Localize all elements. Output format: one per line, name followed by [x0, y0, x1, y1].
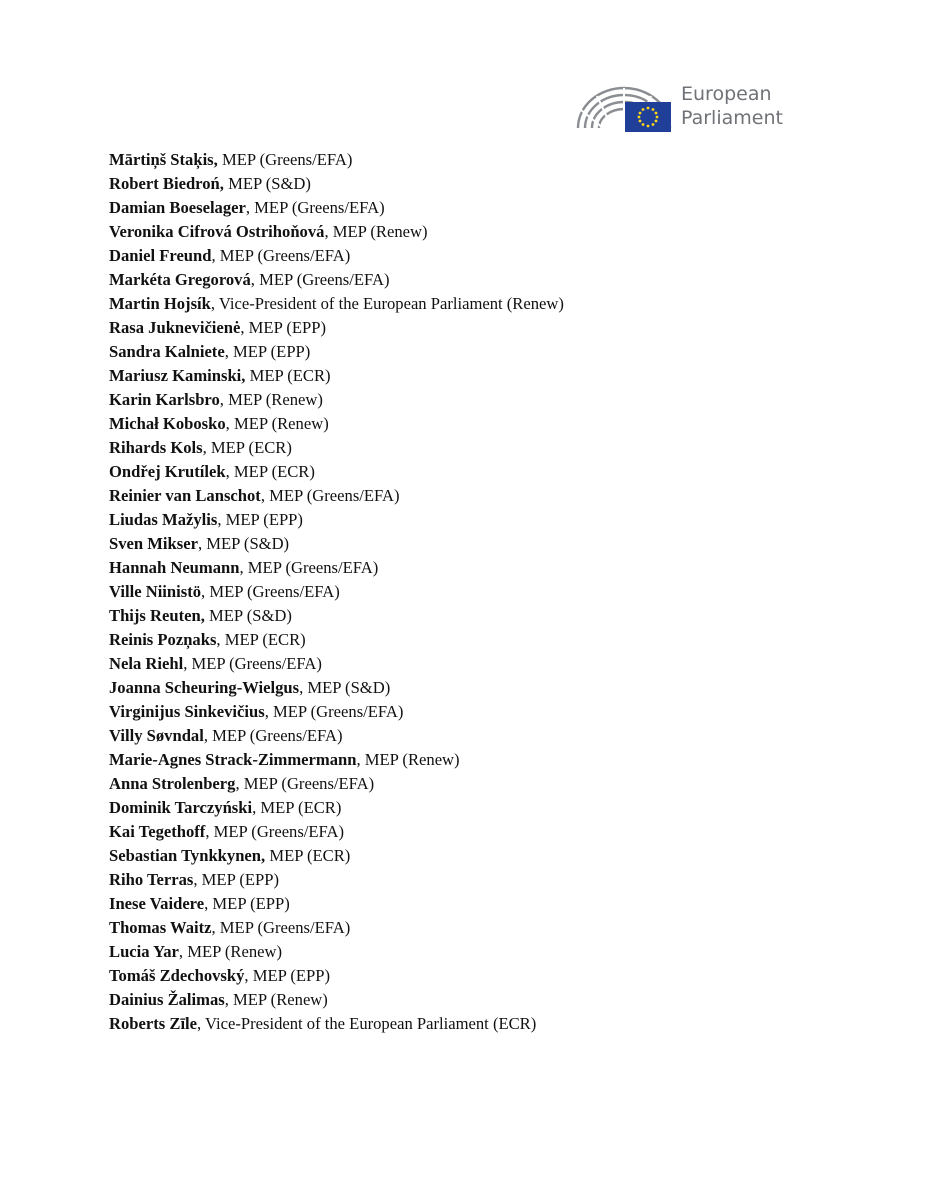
member-name: Marie-Agnes Strack-Zimmermann	[109, 750, 357, 769]
member-name: Riho Terras	[109, 870, 194, 889]
logo-wordmark	[681, 82, 783, 130]
member-name: Karin Karlsbro	[109, 390, 220, 409]
member-role: , MEP (Greens/EFA)	[211, 918, 351, 937]
list-item	[109, 1012, 564, 1036]
member-role: , MEP (Renew)	[224, 990, 328, 1009]
list-item	[109, 868, 564, 892]
member-role: , MEP (EPP)	[240, 318, 326, 337]
member-name: Sebastian Tynkkynen,	[109, 846, 266, 865]
list-item	[109, 892, 564, 916]
european-parliament-logo	[575, 80, 815, 136]
member-role: , MEP (EPP)	[224, 342, 311, 361]
member-name: Kai Tegethoff	[109, 822, 206, 841]
member-name: Sven Mikser	[109, 534, 198, 553]
member-role: , MEP (S&D)	[197, 534, 290, 553]
list-item	[109, 484, 564, 508]
member-role: , MEP (Greens/EFA)	[250, 270, 390, 289]
member-name: Roberts Zīle	[109, 1014, 198, 1033]
member-role: , MEP (Renew)	[219, 390, 323, 409]
member-name: Sandra Kalniete	[109, 342, 225, 361]
list-item	[109, 316, 564, 340]
list-item	[109, 364, 564, 388]
member-role: MEP (Greens/EFA)	[217, 150, 353, 169]
member-role: , MEP (Greens/EFA)	[239, 558, 379, 577]
member-role: MEP (S&D)	[223, 174, 311, 193]
member-role: , Vice-President of the European Parliament (ECR)	[197, 1014, 537, 1033]
list-item	[109, 220, 564, 244]
list-item	[109, 700, 564, 724]
logo-line-1: European	[681, 83, 772, 105]
member-name: Joanna Scheuring-Wielgus	[109, 678, 300, 697]
member-name: Tomáš Zdechovský	[109, 966, 245, 985]
member-role: , MEP (EPP)	[204, 894, 290, 913]
member-role: MEP (ECR)	[265, 846, 351, 865]
member-role: , MEP (EPP)	[217, 510, 303, 529]
member-name: Ville Niinistö	[109, 582, 202, 601]
list-item	[109, 532, 564, 556]
member-name: Martin Hojsík	[109, 294, 211, 313]
member-role: , MEP (Greens/EFA)	[245, 198, 385, 217]
member-name: Dominik Tarczyński	[109, 798, 253, 817]
member-name: Robert Biedroń,	[109, 174, 224, 193]
parliament-hemicycle-icon	[575, 82, 673, 132]
member-role: , MEP (ECR)	[216, 630, 306, 649]
member-name: Daniel Freund	[109, 246, 212, 265]
list-item	[109, 796, 564, 820]
member-role: , MEP (Renew)	[178, 942, 283, 961]
member-role: , MEP (Greens/EFA)	[201, 582, 340, 601]
signatory-list	[109, 148, 564, 1036]
member-role: , MEP (Greens/EFA)	[205, 822, 345, 841]
member-name: Damian Boeselager	[109, 198, 246, 217]
member-name: Reinis Pozņaks	[109, 630, 217, 649]
list-item	[109, 628, 564, 652]
list-item	[109, 988, 564, 1012]
list-item	[109, 388, 564, 412]
list-item	[109, 916, 564, 940]
member-name: Rihards Kols	[109, 438, 203, 457]
member-name: Ondřej Krutílek	[109, 462, 226, 481]
member-role: , MEP (Greens/EFA)	[235, 774, 375, 793]
member-name: Hannah Neumann	[109, 558, 240, 577]
member-role: , MEP (EPP)	[244, 966, 330, 985]
member-role: , MEP (Greens/EFA)	[211, 246, 351, 265]
member-name: Mārtiņš Staķis,	[109, 150, 218, 169]
member-role: , MEP (EPP)	[193, 870, 279, 889]
list-item	[109, 748, 564, 772]
list-item	[109, 580, 564, 604]
member-role: , Vice-President of the European Parliament (Renew)	[210, 294, 564, 313]
list-item	[109, 676, 564, 700]
member-name: Liudas Mažylis	[109, 510, 218, 529]
member-role: , MEP (Renew)	[356, 750, 460, 769]
member-name: Anna Strolenberg	[109, 774, 236, 793]
list-item	[109, 244, 564, 268]
list-item	[109, 772, 564, 796]
member-name: Markéta Gregorová	[109, 270, 251, 289]
list-item	[109, 148, 564, 172]
list-item	[109, 964, 564, 988]
member-name: Mariusz Kaminski,	[109, 366, 246, 385]
list-item	[109, 556, 564, 580]
logo-line-2: Parliament	[681, 107, 783, 129]
list-item	[109, 604, 564, 628]
member-name: Reinier van Lanschot	[109, 486, 261, 505]
list-item	[109, 724, 564, 748]
list-item	[109, 820, 564, 844]
list-item	[109, 844, 564, 868]
member-name: Rasa Juknevičienė	[109, 318, 241, 337]
member-name: Veronika Cifrová Ostrihoňová	[109, 222, 325, 241]
member-name: Thomas Waitz	[109, 918, 212, 937]
member-role: , MEP (Greens/EFA)	[260, 486, 400, 505]
member-name: Michał Kobosko	[109, 414, 226, 433]
list-item	[109, 460, 564, 484]
member-name: Thijs Reuten,	[109, 606, 205, 625]
member-name: Inese Vaidere	[109, 894, 205, 913]
member-role: , MEP (S&D)	[299, 678, 391, 697]
member-role: MEP (ECR)	[245, 366, 331, 385]
list-item	[109, 340, 564, 364]
member-role: , MEP (Greens/EFA)	[203, 726, 343, 745]
list-item	[109, 436, 564, 460]
member-role: , MEP (ECR)	[252, 798, 342, 817]
member-role: MEP (S&D)	[204, 606, 292, 625]
member-role: , MEP (Greens/EFA)	[183, 654, 322, 673]
member-name: Virginijus Sinkevičius	[109, 702, 265, 721]
member-name: Dainius Žalimas	[109, 990, 225, 1009]
member-name: Lucia Yar	[109, 942, 179, 961]
member-role: , MEP (ECR)	[225, 462, 315, 481]
list-item	[109, 292, 564, 316]
list-item	[109, 172, 564, 196]
member-name: Nela Riehl	[109, 654, 184, 673]
list-item	[109, 412, 564, 436]
list-item	[109, 652, 564, 676]
list-item	[109, 508, 564, 532]
list-item	[109, 196, 564, 220]
member-role: , MEP (ECR)	[202, 438, 292, 457]
list-item	[109, 268, 564, 292]
member-role: , MEP (Renew)	[324, 222, 428, 241]
member-role: , MEP (Greens/EFA)	[264, 702, 404, 721]
member-role: , MEP (Renew)	[225, 414, 329, 433]
member-name: Villy Søvndal	[109, 726, 204, 745]
list-item	[109, 940, 564, 964]
